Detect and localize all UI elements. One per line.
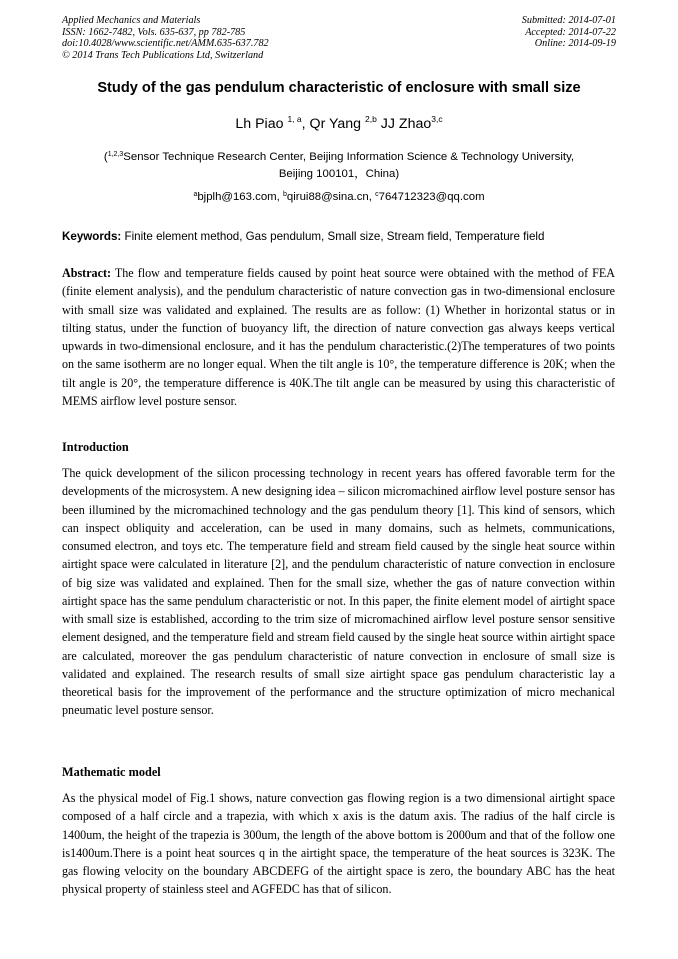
section-heading-introduction: Introduction xyxy=(62,440,129,454)
online-date: Online: 2014-09-19 xyxy=(534,38,616,50)
email-mark: a xyxy=(193,191,198,198)
affiliation-text: Sensor Technique Research Center, Beijing Information Science & Technology University, xyxy=(123,151,575,163)
author-name: Lh Piao xyxy=(235,116,284,132)
email-link[interactable]: qirui88@sina.cn xyxy=(286,191,369,203)
section-body-introduction: The quick development of the silicon processing technology in recent years has offered favorable term for the developments of the microsystem. A new designing idea – silicon micromachined airflow level posture sensor has been illumined by the micromachined technology and the gas pendulum theory [1]. This kind of sensors, which can inspect obliquity and acceleration, can be used in many domains, such as helmets, communications, consumed electron, and toys etc. The temperature field and stream field caused by the single heat source within airtight space were calculated in literature [2], and the pendulum characteristic of nature convection in enclosure of big size was validated and explained. Then for the small size, whether the gas of nature convection within airtight space has the same pendulum characteristic or not. In this paper, the finite element model of airtight space with small size is established, according to the trim size of micromachined airflow level posture sensor sensitive element designed, and the temperature field and stream field caused by the single heat source within airtight space are calculated, moreover the gas pendulum characteristic of nature convection in enclosure of small size is validated and explained. The research results of small size airtight space gas pendulum characteristic lay a theoretical basis for the improvement of the performance and the structure optimization of micro mechanical pneumatic level posture sensor. xyxy=(62,466,615,718)
author-name: Qr Yang xyxy=(309,116,362,132)
journal-info xyxy=(62,15,382,61)
email-separator: , xyxy=(368,191,376,203)
author-list xyxy=(40,116,638,132)
section-body-mathematic-model: As the physical model of Fig.1 shows, nature convection gas flowing region is a two dimensional airtight space composed of a half circle and a trapezia, with which x axis is the datum axis. The radius of the half circle is 1400um, the height of the trapezia is 300um, the length of the above bottom is 2000um and that of the follow one is1400um.There is a point heat sources q in the airtight space, the temperature of the heat sources is 323K. The gas flowing velocity on the boundary ABCDEFG of the airtight space is zero, the boundary ABC has the heat physical property of stainless steel and AGFEDC has that of silicon. xyxy=(62,791,615,897)
paper-title: Study of the gas pendulum characteristic of enclosure with small size xyxy=(97,80,581,96)
keywords xyxy=(62,230,622,243)
email-link[interactable]: 764712323@qq.com xyxy=(378,191,485,203)
section-heading-mathematic-model: Mathematic model xyxy=(62,765,161,779)
email-mark: b xyxy=(283,191,287,198)
email-link[interactable]: bjplh@163.com xyxy=(197,191,277,203)
keywords-label: Keywords: xyxy=(62,230,122,243)
journal-copyright: © 2014 Trans Tech Publications Ltd, Switzerland xyxy=(62,49,264,61)
email-separator: , xyxy=(276,191,284,203)
author-name: JJ Zhao xyxy=(380,116,432,132)
affiliation-line-2: Beijing 100101，China) xyxy=(278,167,400,180)
affiliation-mark: 1,2,3 xyxy=(107,151,124,158)
author-affiliation-mark: 2,b xyxy=(365,114,377,124)
affiliation xyxy=(40,149,638,182)
keywords-text: Finite element method, Gas pendulum, Small size, Stream field, Temperature field xyxy=(121,230,545,243)
author-affiliation-mark: 1, a xyxy=(287,114,302,124)
journal-name: Applied Mechanics and Materials xyxy=(62,15,201,26)
abstract xyxy=(62,264,615,410)
author-affiliation-mark: 3,c xyxy=(431,114,443,124)
email-mark: c xyxy=(375,191,379,198)
journal-issn: ISSN: 1662-7482, Vols. 635-637, pp 782-785 xyxy=(62,26,246,38)
accepted-date: Accepted: 2014-07-22 xyxy=(525,26,616,38)
affiliation-line-1 xyxy=(40,149,638,166)
author-emails xyxy=(40,191,638,203)
affiliation-open-paren: ( xyxy=(103,151,108,163)
publication-dates xyxy=(416,15,616,50)
author-separator: , xyxy=(301,116,310,132)
submitted-date: Submitted: 2014-07-01 xyxy=(521,15,616,26)
abstract-text: The flow and temperature fields caused by point heat source were obtained with the method of FEA (finite element analysis), and the pendulum characteristic of nature convection gas in two-dimensional enclosure with small size was validated and explained. The results are as follow: (1) Whether in horizontal status or in tilting status, under the function of buoyancy lift, the direction of nature convection gas always keeps vertical upwards in two-dimensional enclosure, and it has the pendulum characteristic.(2)The temperatures of two points on the same isotherm are no longer equal. When the tilt angle is 10°, the temperature difference is 20K; when the tilt angle is 20°, the temperature difference is 40K.The tilt angle can be measured by using this characteristic of MEMS airflow level posture sensor. xyxy=(62,266,615,408)
abstract-label: Abstract: xyxy=(62,266,112,280)
journal-doi[interactable]: doi:10.4028/www.scientific.net/AMM.635-637.782 xyxy=(62,38,269,50)
